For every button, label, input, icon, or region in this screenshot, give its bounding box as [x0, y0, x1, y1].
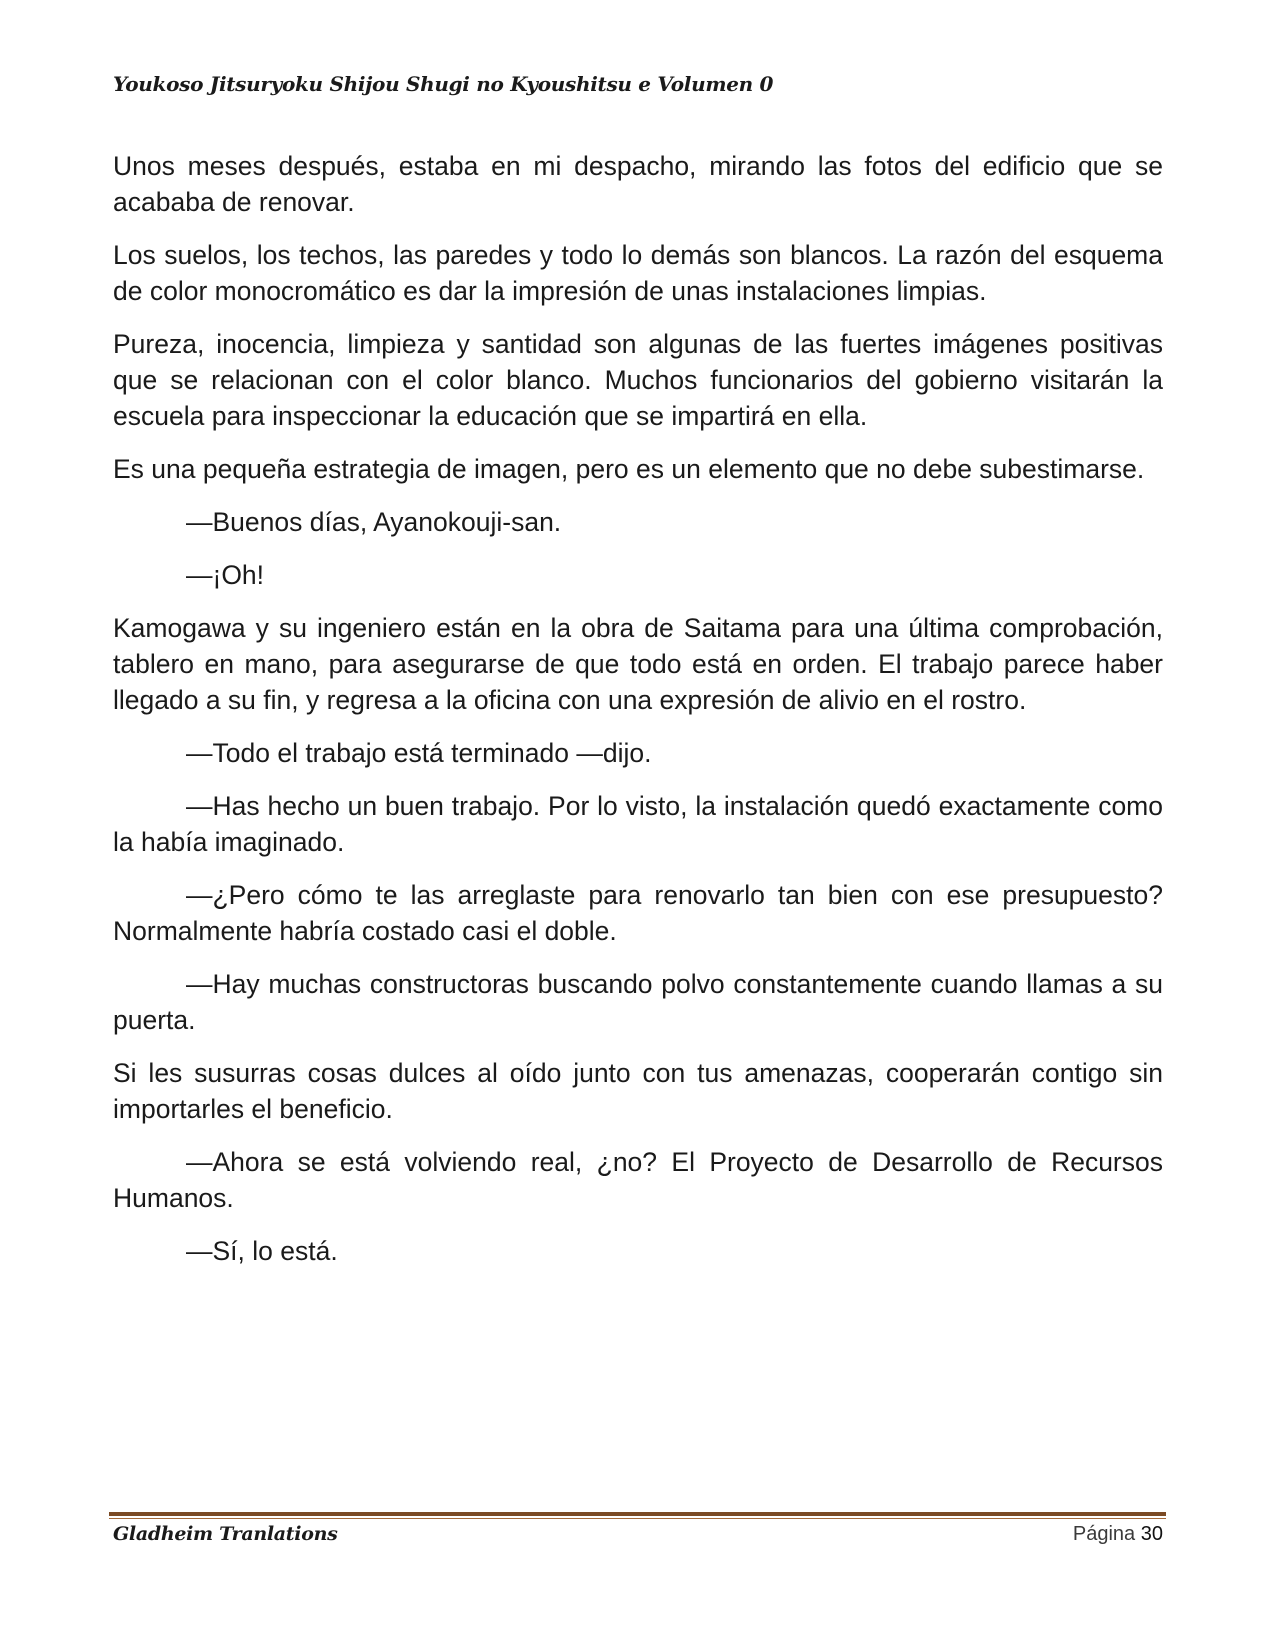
page-footer — [113, 1523, 1163, 1551]
footer-rule — [109, 1512, 1166, 1516]
dialogue-line: —Has hecho un buen trabajo. Por lo visto, la instalación quedó exactamente como la había imaginado. — [113, 791, 1163, 857]
dialogue-line: —Todo el trabajo está terminado —dijo. — [186, 738, 652, 768]
paragraph: Es una pequeña estrategia de imagen, pero es un elemento que no debe subestimarse. — [113, 454, 1145, 484]
paragraph: Kamogawa y su ingeniero están en la obra de Saitama para una última comprobación, tablero en mano, para asegurarse de que todo está en orden. El trabajo parece haber llegado a su fin, y regresa a la oficina con una expresión de alivio en el rostro. — [113, 613, 1163, 715]
paragraph: Unos meses después, estaba en mi despacho, mirando las fotos del edificio que se acababa de renovar. — [113, 151, 1163, 217]
page-indicator — [1073, 1523, 1163, 1546]
dialogue-line: —Ahora se está volviendo real, ¿no? El Proyecto de Desarrollo de Recursos Humanos. — [113, 1147, 1163, 1213]
paragraph: Los suelos, los techos, las paredes y todo lo demás son blancos. La razón del esquema de color monocromático es dar la impresión de unas instalaciones limpias. — [113, 240, 1163, 306]
dialogue-line: —Sí, lo está. — [186, 1236, 338, 1266]
paragraph: Si les susurras cosas dulces al oído junto con tus amenazas, cooperarán contigo sin importarles el beneficio. — [113, 1058, 1163, 1124]
footer-rule-thin — [109, 1518, 1166, 1519]
paragraph: Pureza, inocencia, limpieza y santidad son algunas de las fuertes imágenes positivas que se relacionan con el color blanco. Muchos funcionarios del gobierno visitarán la escuela para inspeccionar la educación que se impartirá en ella. — [113, 329, 1163, 431]
dialogue-line: —Hay muchas constructoras buscando polvo constantemente cuando llamas a su puerta. — [113, 969, 1163, 1035]
dialogue-line: —Buenos días, Ayanokouji-san. — [186, 507, 562, 537]
body-text — [113, 148, 1163, 1286]
page-label: Página — [1072, 1523, 1136, 1545]
dialogue-line: —¿Pero cómo te las arreglaste para renovarlo tan bien con ese presupuesto? Normalmente habría costado casi el doble. — [113, 880, 1163, 946]
page-number: 30 — [1140, 1523, 1163, 1545]
dialogue-line: —¡Oh! — [186, 560, 265, 590]
running-header: Youkoso Jitsuryoku Shijou Shugi no Kyoushitsu e Volumen 0 — [113, 72, 774, 96]
publisher-name: Gladheim Tranlations — [113, 1523, 338, 1545]
